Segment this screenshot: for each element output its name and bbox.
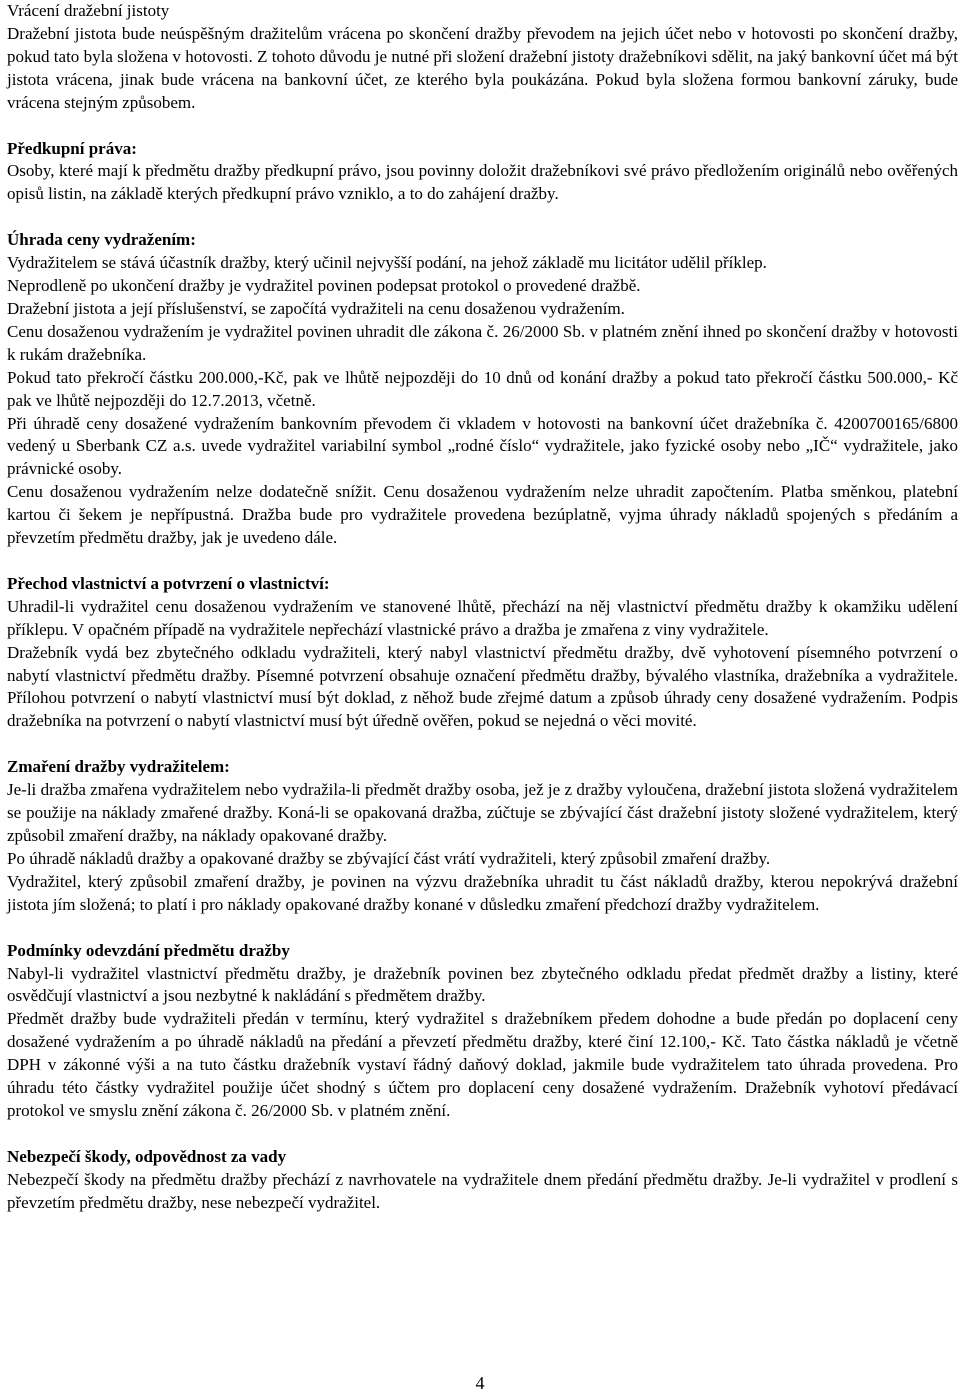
spacer: [7, 550, 958, 573]
section-heading: Podmínky odevzdání předmětu dražby: [7, 940, 290, 960]
paragraph: Dražební jistota bude neúspěšným dražitelům vrácena po skončení dražby převodem na jejich účet nebo v hotovosti po skončení dražby, pokud tato byla složena v hotovosti. Z tohoto důvodu je nutné při složení dražební jistoty dražebníkovi sdělit, na jaký bankovní účet má být jistota vrácena, jinak bude vrácena na bankovní účet, ze kterého byla poukázána. Pokud byla složena formou bankovní záruky, bude vrácena stejným způsobem.: [7, 23, 958, 112]
spacer: [7, 206, 958, 229]
section-heading: Nebezpečí škody, odpovědnost za vady: [7, 1146, 287, 1166]
section-heading: Úhrada ceny vydražením:: [7, 230, 196, 250]
paragraph: Vydražitelem se stává účastník dražby, který učinil nejvyšší podání, na jehož základě mu licitátor udělil příklep.: [7, 253, 767, 273]
paragraph: Předmět dražby bude vydražiteli předán v termínu, který vydražitel s dražebníkem předem dohodne a bude předán po doplacení ceny dosažené vydražením a po úhradě nákladů na předání a převzetí předmětu dražby, které činí 12.100,- Kč. Tato částka nákladů je včetně DPH v zákonné výši a na tuto částku dražebník vystaví řádný daňový doklad, jakmile bude vydražitelem tato úhrada provedena. Pro úhradu této částky vydražitel použije účet shodný s účtem pro doplacení ceny dosažené vydražením. Dražebník vyhotoví předávací protokol ve smyslu znění zákona č. 26/2000 Sb. v platném znění.: [7, 1009, 958, 1120]
paragraph: Vydražitel, který způsobil zmaření dražby, je povinen na výzvu dražebníka uhradit tu část nákladů dražby, kterou nepokrývá dražební jistota jím složená; to platí i pro náklady opakované dražby konané v důsledku zmaření předchozí dražby vydražitelem.: [7, 871, 958, 914]
paragraph: Pokud tato překročí částku 200.000,-Kč, pak ve lhůtě nejpozději do 10 dnů od konání dražby a pokud tato překročí částku 500.000,- Kč pak ve lhůtě nejpozději do 12.7.2013, včetně.: [7, 367, 958, 410]
section-draw-deposit-return: [7, 0, 958, 115]
section-handover-conditions: [7, 940, 958, 1123]
paragraph: Dražební jistota a její příslušenství, se započítá vydražiteli na cenu dosaženou vydražením.: [7, 298, 625, 318]
section-ownership-transfer: [7, 573, 958, 733]
section-payment: [7, 229, 958, 550]
section-risk-liability: [7, 1146, 958, 1215]
section-heading: Vrácení dražební jistoty: [7, 1, 170, 20]
paragraph: Dražebník vydá bez zbytečného odkladu vydražiteli, který nabyl vlastnictví předmětu dražby, dvě vyhotovení písemného potvrzení o nabytí vlastnictví předmětu dražby. Písemné potvrzení obsahuje označení předmětu dražby, bývalého vlastníka, dražebníka a vydražitele. Přílohou potvrzení o nabytí vlastnictví musí být doklad, z něhož bude zřejmé datum a způsob úhrady ceny dosažené vydražením. Podpis dražebníka na potvrzení o nabytí vlastnictví musí být úředně ověřen, pokud se nejedná o věci movité.: [7, 642, 958, 731]
paragraph: Osoby, které mají k předmětu dražby předkupní právo, jsou povinny doložit dražebníkovi své právo předložením originálů nebo ověřených opisů listin, na základě kterých předkupní právo vzniklo, a to do zahájení dražby.: [7, 161, 958, 204]
section-heading: Předkupní práva:: [7, 138, 137, 158]
spacer: [7, 1123, 958, 1146]
paragraph: Neprodleně po ukončení dražby je vydražitel povinen podepsat protokol o provedené dražbě.: [7, 276, 641, 296]
paragraph: Je-li dražba zmařena vydražitelem nebo vydražila-li předmět dražby osoba, jež je z dražby vyloučena, dražební jistota složená vydražitelem se použije na náklady zmařené dražby. Koná-li se opakovaná dražba, zúčtuje se zbývající část dražební jistoty složené vydražitelem, který způsobil zmaření dražby, na náklady opakované dražby.: [7, 780, 958, 845]
section-auction-frustration: [7, 756, 958, 916]
paragraph: Cenu dosaženou vydražením je vydražitel povinen uhradit dle zákona č. 26/2000 Sb. v platném znění ihned po skončení dražby v hotovosti k rukám dražebníka.: [7, 321, 958, 364]
paragraph: Po úhradě nákladů dražby a opakované dražby se zbývající část vrátí vydražiteli, který způsobil zmaření dražby.: [7, 848, 771, 868]
paragraph: Nabyl-li vydražitel vlastnictví předmětu dražby, je dražebník povinen bez zbytečného odkladu předat předmět dražby a listiny, které osvědčují vlastnictví a jsou nezbytné k nakládání s předmětem dražby.: [7, 963, 958, 1006]
section-heading: Přechod vlastnictví a potvrzení o vlastnictví:: [7, 573, 330, 593]
section-heading: Zmaření dražby vydražitelem:: [7, 757, 230, 777]
paragraph: Uhradil-li vydražitel cenu dosaženou vydražením ve stanovené lhůtě, přechází na něj vlastnictví předmětu dražby k okamžiku udělení příklepu. V opačném případě na vydražitele nepřechází vlastnické právo a dražba je zmařena z viny vydražitele.: [7, 596, 958, 639]
paragraph: Při úhradě ceny dosažené vydražením bankovním převodem či vkladem v hotovosti na bankovní účet dražebníka č. 4200700165/6800 vedený u Sberbank CZ a.s. uvede vydražitel variabilní symbol „rodné číslo“ vydražitele, jako fyzické osoby nebo „IČ“ vydražitele, jako právnické osoby.: [7, 413, 958, 479]
paragraph: Nebezpečí škody na předmětu dražby přechází z navrhovatele na vydražitele dnem předání předmětu dražby. Je-li vydražitel v prodlení s převzetím předmětu dražby, nese nebezpečí vydražitel.: [7, 1169, 958, 1212]
paragraph: Cenu dosaženou vydražením nelze dodatečně snížit. Cenu dosaženou vydražením nelze uhradit započtením. Platba směnkou, platební kartou či šekem je nepřípustná. Dražba bude pro vydražitele provedena bezúplatně, vyjma úhrady nákladů spojených s předáním a převzetím předmětu dražby, jak je uvedeno dále.: [7, 482, 958, 548]
section-pre-emption-rights: [7, 138, 958, 207]
spacer: [7, 115, 958, 138]
spacer: [7, 917, 958, 940]
spacer: [7, 733, 958, 756]
page-number: 4: [475, 1373, 485, 1393]
